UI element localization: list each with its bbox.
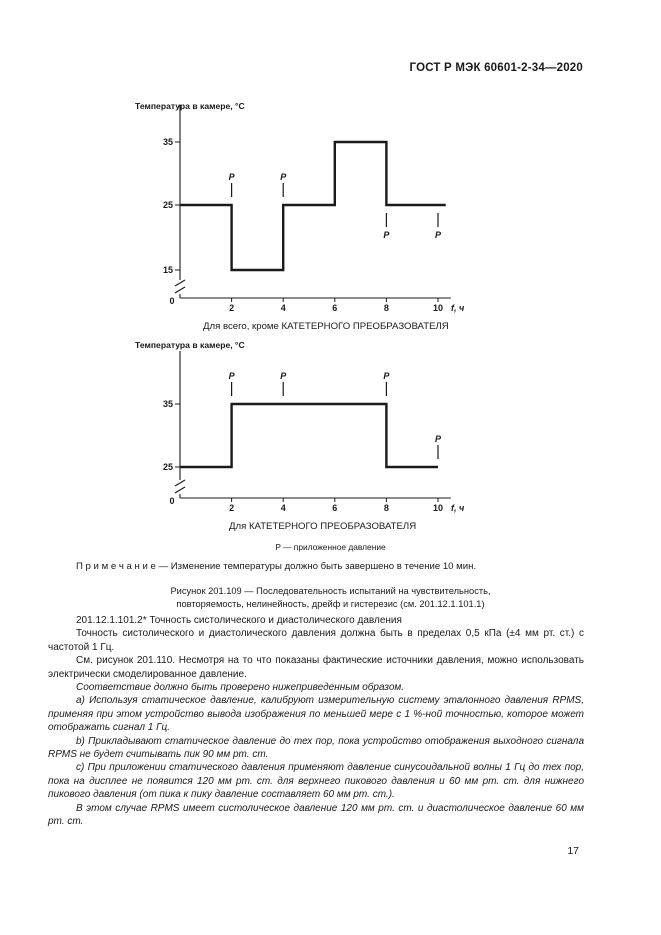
x-tick-label: 4 <box>280 303 286 313</box>
y-tick-label: 25 <box>162 200 173 210</box>
x-tick-label: 2 <box>229 303 235 313</box>
y-axis-label: Температура в камере, °C <box>135 340 245 350</box>
paragraph: c) При приложении статического давления применяют давление синусоидальной волны 1 Гц до тех пор, пока на дисплее не появится 120 мм рт. ст. для верхнего пикового давления и 60 мм рт. ст. для нижнего пикового давления (от пика к пику давление составляет 60 мм рт. ст.). <box>48 762 584 801</box>
pressure-marker-label: P <box>280 172 287 182</box>
paragraph: См. рисунок 201.110. Несмотря на то что показаны фактические источники давления, можно использовать электрически смоделированное давление. <box>48 655 584 680</box>
paragraph: Точность систолического и диастолического давления должна быть в пределах 0,5 кПа (±4 мм рт. ст.) с частотой 1 Гц. <box>48 628 584 653</box>
y-tick-label: 15 <box>162 265 173 275</box>
x-origin-label: 0 <box>169 496 175 506</box>
x-tick-label: 4 <box>280 503 286 513</box>
note-text: — Изменение температуры должно быть завершено в течение 10 мин. <box>155 561 477 572</box>
figure-caption <box>0 585 661 610</box>
x-axis-label: f, ч <box>451 503 465 513</box>
legend-text: P — приложенное давление <box>275 542 386 552</box>
y-tick-label: 35 <box>162 399 173 409</box>
x-axis-label: f, ч <box>451 303 465 313</box>
pressure-marker-label: P <box>383 230 390 240</box>
x-tick-label: 8 <box>383 503 389 513</box>
x-axis-caption: Для всего, кроме КАТЕТЕРНОГО ПРЕОБРАЗОВАТЕЛЯ <box>203 321 449 332</box>
axis-break-mark <box>175 480 185 486</box>
x-tick-label: 10 <box>432 503 444 513</box>
note-label: П р и м е ч а н и е <box>76 561 156 572</box>
axis-break-mark <box>175 287 185 293</box>
pressure-marker-label: P <box>383 371 390 381</box>
pressure-marker-label: P <box>280 371 287 381</box>
y-tick-label: 25 <box>162 462 173 472</box>
figure-caption-line-1: Рисунок 201.109 — Последовательность испытаний на чувствительность, <box>170 586 491 596</box>
pressure-marker-label: P <box>228 371 235 381</box>
axis-break-mark <box>175 487 185 493</box>
page-number: 17 <box>567 845 579 857</box>
x-origin-label: 0 <box>169 296 175 306</box>
temperature-series-line <box>180 404 438 467</box>
y-tick-label: 35 <box>162 137 173 147</box>
paragraph: a) Используя статическое давление, калибруют измерительную систему эталонного давления RPMS, применяя при этом устройство вывода изображения по меньшей мере с 1 %-ной точностью, которое может отображать сигнал 1 Гц. <box>48 695 584 734</box>
pressure-marker-label: P <box>434 230 442 240</box>
figure-legend <box>0 542 661 552</box>
pressure-marker-label: P <box>228 172 235 182</box>
paragraph: В этом случае RPMS имеет систолическое давление 120 мм рт. ст. и диастолическое давление 60 мм рт. ст. <box>48 802 584 828</box>
x-tick-label: 6 <box>332 503 338 513</box>
chart-temperature-catheter <box>0 337 661 537</box>
figure-caption-line-2: повторяемость, нелинейность, дрейф и гистерезис (см. 201.12.1.101.1) <box>176 598 485 609</box>
document-header: ГОСТ Р МЭК 60601-2-34—2020 <box>409 62 583 74</box>
x-tick-label: 2 <box>229 503 235 513</box>
body-text <box>48 614 584 829</box>
axis-break-mark <box>175 280 185 286</box>
y-axis-label: Температура в камере, °C <box>135 101 245 111</box>
chart-temperature-general <box>0 95 661 335</box>
x-tick-label: 10 <box>432 303 444 313</box>
figure-note <box>76 561 476 572</box>
paragraph: Соответствие должно быть проверено нижеприведенным образом. <box>76 682 405 694</box>
section-heading: 201.12.1.101.2* Точность систолического и диастолического давления <box>76 615 402 626</box>
x-axis-caption: Для КАТЕТЕРНОГО ПРЕОБРАЗОВАТЕЛЯ <box>229 521 417 532</box>
temperature-series-line <box>180 142 446 270</box>
pressure-marker-label: P <box>434 434 442 444</box>
x-tick-label: 8 <box>383 303 389 313</box>
x-tick-label: 6 <box>332 303 338 313</box>
paragraph: b) Прикладывают статическое давление до тех пор, пока устройство отображения выходного сигнала RPMS не будет считывать пик 90 мм рт. ст. <box>48 735 584 761</box>
